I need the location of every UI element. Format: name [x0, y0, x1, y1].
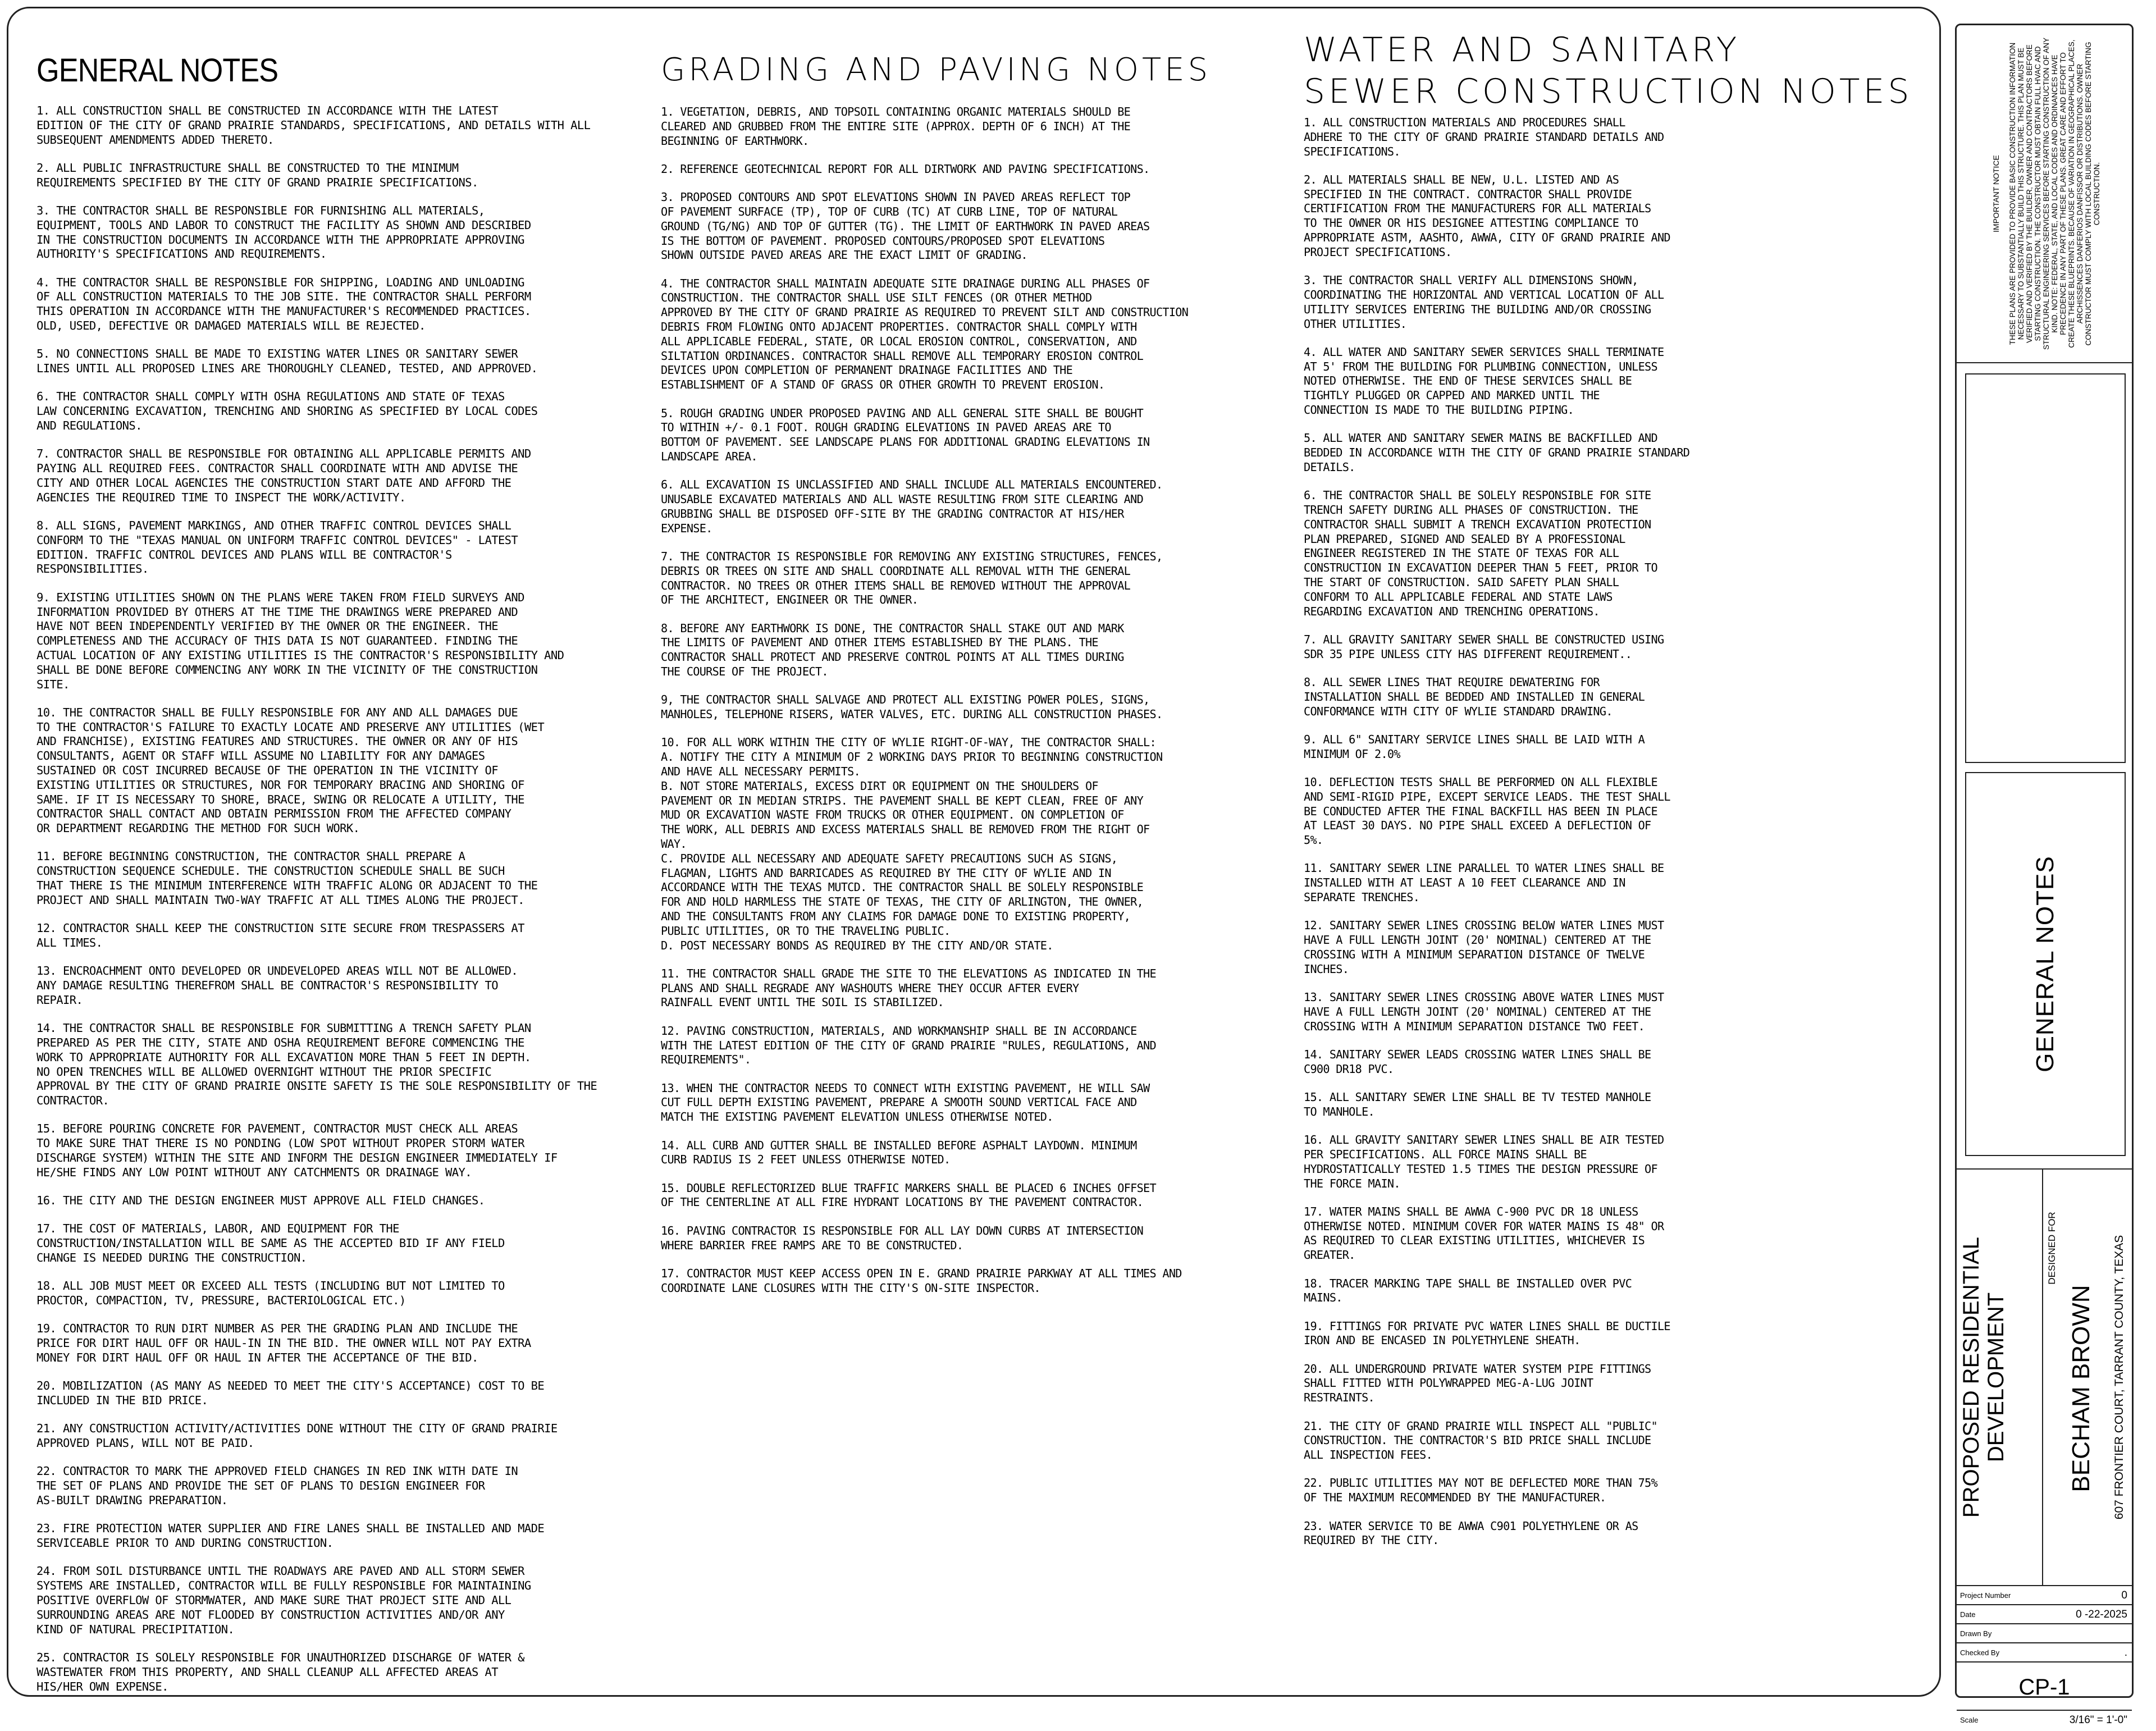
note-item: 6. ALL EXCAVATION IS UNCLASSIFIED AND SHALL INCLUDE ALL MATERIALS ENCOUNTERED. UNUSABLE EXCAVATED MATERIALS AND ALL WASTE RESULTING FROM SITE CLEARING AND GRUBBING SHALL BE DISPOSED OFF-SITE BY THE GRADING CONTRACTOR AT HIS/HER EXPENSE.	[661, 478, 1163, 535]
note-item: 23. WATER SERVICE TO BE AWWA C901 POLYETHYLENE OR AS REQUIRED BY THE CITY.	[1304, 1519, 1638, 1547]
note-item: 16. ALL GRAVITY SANITARY SEWER LINES SHALL BE AIR TESTED PER SPECIFICATIONS. ALL FORCE MAINS SHALL BE HYDROSTATICALLY TESTED 1.5 TIMES THE DESIGN PRESSURE OF THE FORCE MAIN.	[1304, 1133, 1664, 1190]
note-item: 12. CONTRACTOR SHALL KEEP THE CONSTRUCTION SITE SECURE FROM TRESPASSERS AT ALL TIMES.	[36, 921, 524, 949]
sheet-title-box	[1965, 772, 2126, 1156]
note-item: 8. ALL SEWER LINES THAT REQUIRE DEWATERING FOR INSTALLATION SHALL BE BEDDED AND INSTALLED IN GENERAL CONFORMANCE WITH CITY OF WYLIE STANDARD DRAWING.	[1304, 675, 1645, 718]
water-sewer-notes-title	[1304, 29, 1916, 112]
note-item: 7. CONTRACTOR SHALL BE RESPONSIBLE FOR OBTAINING ALL APPLICABLE PERMITS AND PAYING ALL REQUIRED FEES. CONTRACTOR SHALL COORDINATE WITH AND ADVISE THE CITY AND OTHER LOCAL AGENCIES THE CONSTRUCTION START DATE AND AFFORD THE AGENCIES THE REQUIRED TIME TO INSPECT THE WORK/ACTIVITY.	[36, 447, 531, 504]
note-item: 13. ENCROACHMENT ONTO DEVELOPED OR UNDEVELOPED AREAS WILL NOT BE ALLOWED. ANY DAMAGE RESULTING THEREFROM SHALL BE CONTRACTOR'S RESPONSIBILITY TO REPAIR.	[36, 964, 518, 1007]
important-notice-text	[1992, 36, 2101, 351]
project-number-value: 0	[2121, 1590, 2127, 1601]
note-item: 22. PUBLIC UTILITIES MAY NOT BE DEFLECTED MORE THAN 75% OF THE MAXIMUM RECOMMENDED BY THE MANUFACTURER.	[1304, 1476, 1657, 1505]
note-item: 4. ALL WATER AND SANITARY SEWER SERVICES SHALL TERMINATE AT 5' FROM THE BUILDING FOR PLUMBING CONNECTION, UNLESS NOTED OTHERWISE. THE END OF THESE SERVICES SHALL BE TIGHTLY PLUGGED OR CAPPED AND MARKED UNTIL THE CONNECTION IS MADE TO THE BUILDING PIPING.	[1304, 345, 1664, 417]
note-item: 13. WHEN THE CONTRACTOR NEEDS TO CONNECT WITH EXISTING PAVEMENT, HE WILL SAW CUT FULL DEPTH EXISTING PAVEMENT, PREPARE A SMOOTH SOUND VERTICAL FACE AND MATCH THE EXISTING PAVEMENT ELEVATION UNLESS OTHERWISE NOTED.	[661, 1081, 1150, 1124]
note-item: 5. ROUGH GRADING UNDER PROPOSED PAVING AND ALL GENERAL SITE SHALL BE BOUGHT TO WITHIN +/- 0.1 FOOT. ROUGH GRADING ELEVATIONS IN PAVED AREAS ARE TO BOTTOM OF PAVEMENT. SEE LANDSCAPE PLANS FOR ADDITIONAL GRADING ELEVATIONS IN LANDSCAPE AREA.	[661, 406, 1150, 463]
note-item: 17. WATER MAINS SHALL BE AWWA C-900 PVC DR 18 UNLESS OTHERWISE NOTED. MINIMUM COVER FOR WATER MAINS IS 48" OR AS REQUIRED TO CLEAR EXISTING UTILITIES, WHICHEVER IS GREATER.	[1304, 1204, 1664, 1262]
sheet-number: CP-1	[2018, 1675, 2070, 1700]
checked-by-value: .	[2124, 1647, 2127, 1659]
note-item: 12. SANITARY SEWER LINES CROSSING BELOW WATER LINES MUST HAVE A FULL LENGTH JOINT (20' NOMINAL) CENTERED AT THE CROSSING WITH A MINIMUM SEPARATION DISTANCE OF TWELVE INCHES.	[1304, 919, 1664, 976]
important-notice-box	[1957, 25, 2132, 363]
note-item: 25. CONTRACTOR IS SOLELY RESPONSIBLE FOR UNAUTHORIZED DISCHARGE OF WATER & WASTEWATER FROM THIS PROPERTY, AND SHALL CLEANUP ALL AFFECTED AREAS AT HIS/HER OWN EXPENSE.	[36, 1650, 524, 1693]
note-item: 19. CONTRACTOR TO RUN DIRT NUMBER AS PER THE GRADING PLAN AND INCLUDE THE PRICE FOR DIRT HAUL OFF OR HAUL-IN IN THE BID. THE OWNER WILL NOT PAY EXTRA MONEY FOR DIRT HAUL OFF OR HAUL IN AFTER THE ACCEPTANCE OF THE BID.	[36, 1322, 531, 1364]
note-item: 21. THE CITY OF GRAND PRAIRIE WILL INSPECT ALL "PUBLIC" CONSTRUCTION. THE CONTRACTOR'S BID PRICE SHALL INCLUDE ALL INSPECTION FEES.	[1304, 1419, 1657, 1462]
note-item: 13. SANITARY SEWER LINES CROSSING ABOVE WATER LINES MUST HAVE A FULL LENGTH JOINT (20' NOMINAL) CENTERED AT THE CROSSING WITH A MINIMUM SEPARATION DISTANCE TWO FEET.	[1304, 990, 1664, 1033]
water-sewer-title-line1: WATER AND SANITARY	[1304, 30, 1741, 70]
note-item: 10. THE CONTRACTOR SHALL BE FULLY RESPONSIBLE FOR ANY AND ALL DAMAGES DUE TO THE CONTRACTOR'S FAILURE TO EXACTLY LOCATE AND PRESERVE ANY UTILITIES (WET AND FRANCHISE), EXISTING FEATURES AND STRUCTURES. THE OWNER OR ANY OF HIS CONSULTANTS, AGENT OR STAFF WILL ASSUME NO LIABILITY FOR ANY DAMAGES SUSTAINED OR COST INCURRED BECAUSE OF THE OPERATION IN THE VICINITY OF EXISTING UTILITIES OR STRUCTURES, NOR FOR TEMPORARY BRACING AND SHORING OF SAME. IF IT IS NECESSARY TO SHORE, BRACE, SWING OR RELOCATE A UTILITY, THE CONTRACTOR SHALL CONTACT AND OBTAIN PERMISSION FROM THE AFFECTED COMPANY OR DEPARTMENT REGARDING THE METHOD FOR SUCH WORK.	[36, 705, 545, 835]
grading-paving-notes-column	[661, 52, 1267, 1309]
sheet-number-box	[1957, 1663, 2132, 1711]
note-item: 3. THE CONTRACTOR SHALL VERIFY ALL DIMENSIONS SHOWN, COORDINATING THE HORIZONTAL AND VERTICAL LOCATION OF ALL UTILITY SERVICES ENTERING THE BUILDING AND/OR CROSSING OTHER UTILITIES.	[1304, 273, 1664, 331]
note-item: 15. BEFORE POURING CONCRETE FOR PAVEMENT, CONTRACTOR MUST CHECK ALL AREAS TO MAKE SURE THAT THERE IS NO PONDING (LOW SPOT WITHOUT PROPER STORM WATER DISCHARGE SYSTEM) WITHIN THE SITE AND INFORM THE DESIGN ENGINEER IMMEDIATELY IF HE/SHE FINDS ANY LOW POINT WITHOUT ANY CATCHMENTS OR DRAINAGE WAY.	[36, 1122, 558, 1179]
client-name: BECHAM BROWN	[2067, 1285, 2095, 1492]
note-item: 1. VEGETATION, DEBRIS, AND TOPSOIL CONTAINING ORGANIC MATERIALS SHOULD BE CLEARED AND GRUBBED FROM THE ENTIRE SITE (APPROX. DEPTH OF 6 INCH) AT THE BEGINNING OF EARTHWORK.	[661, 105, 1131, 148]
note-item: 14. SANITARY SEWER LEADS CROSSING WATER LINES SHALL BE C900 DR18 PVC.	[1304, 1047, 1651, 1076]
title-block-rows	[1957, 1585, 2132, 1731]
scale-label: Scale	[1960, 1716, 1979, 1724]
note-item: 14. THE CONTRACTOR SHALL BE RESPONSIBLE FOR SUBMITTING A TRENCH SAFETY PLAN PREPARED AS PER THE CITY, STATE AND OSHA REQUIREMENT BEFORE COMMENCING THE WORK TO APPROPRIATE AUTHORITY FOR ALL EXCAVATION MORE THAN 5 FEET IN DEPTH. NO OPEN TRENCHES WILL BE ALLOWED OVERNIGHT WITHOUT THE PRIOR SPECIFIC APPROVAL BY THE CITY OF GRAND PRAIRIE ONSITE SAFETY IS THE SOLE RESPONSIBILITY OF THE CONTRACTOR.	[36, 1021, 597, 1108]
note-item: 20. MOBILIZATION (AS MANY AS NEEDED TO MEET THE CITY'S ACCEPTANCE) COST TO BE INCLUDED IN THE BID PRICE.	[36, 1379, 545, 1408]
water-sewer-notes-column	[1304, 29, 1916, 1562]
note-item: 20. ALL UNDERGROUND PRIVATE WATER SYSTEM PIPE FITTINGS SHALL FITTED WITH POLYWRAPPED MEG-A-LUG JOINT RESTRAINTS.	[1304, 1362, 1651, 1405]
project-address: 607 FRONTIER COURT, TARRANT COUNTY, TEXAS	[2113, 1235, 2126, 1520]
drawn-by-row	[1957, 1624, 2132, 1643]
note-item: 16. PAVING CONTRACTOR IS RESPONSIBLE FOR ALL LAY DOWN CURBS AT INTERSECTION WHERE BARRIER FREE RAMPS ARE TO BE CONSTRUCTED.	[661, 1223, 1144, 1252]
note-item: 10. FOR ALL WORK WITHIN THE CITY OF WYLIE RIGHT-OF-WAY, THE CONTRACTOR SHALL: A. NOTIFY THE CITY A MINIMUM OF 2 WORKING DAYS PRIOR TO BEGINNING CONSTRUCTION AND HAVE ALL NECESSARY PERMITS. B. NOT STORE MATERIALS, EXCESS DIRT OR EQUIPMENT ON THE SHOULDERS OF PAVEMENT OR IN MEDIAN STRIPS. THE PAVEMENT SHALL BE KEPT CLEAN, FREE OF ANY MUD OR EXCAVATION WASTE FROM TRUCKS OR OTHER EQUIPMENT. ON COMPLETION OF THE WORK, ALL DEBRIS AND EXCESS MATERIALS SHALL BE REMOVED FROM THE RIGHT OF WAY. C. PROVIDE ALL NECESSARY AND ADEQUATE SAFETY PRECAUTIONS SUCH AS SIGNS, FLAGMAN, LIGHTS AND BARRICADES AS REQUIRED BY THE CITY OF WYLIE AND IN ACCORDANCE WITH THE TEXAS MUTCD. THE CONTRACTOR SHALL BE SOLELY RESPONSIBLE FOR AND HOLD HARMLESS THE STATE OF TEXAS, THE CITY OF ARLINGTON, THE OWNER, AND THE CONSULTANTS FROM ANY CLAIMS FOR DAMAGE DONE TO EXISTING PROPERTY, PUBLIC UTILITIES, OR TO THE TRAVELING PUBLIC. D. POST NECESSARY BONDS AS REQUIRED BY THE CITY AND/OR STATE.	[661, 736, 1163, 952]
general-notes-list	[36, 104, 654, 1694]
note-item: 18. TRACER MARKING TAPE SHALL BE INSTALLED OVER PVC MAINS.	[1304, 1276, 1632, 1305]
note-item: 11. THE CONTRACTOR SHALL GRADE THE SITE TO THE ELEVATIONS AS INDICATED IN THE PLANS AND SHALL REGRADE ANY WASHOUTS WHERE THEY OCCUR AFTER EVERY RAINFALL EVENT UNTIL THE SOIL IS STABILIZED.	[661, 966, 1156, 1010]
checked-by-label: Checked By	[1960, 1648, 2000, 1657]
grading-paving-notes-title: GRADING AND PAVING NOTES	[661, 52, 1212, 88]
note-item: 12. PAVING CONSTRUCTION, MATERIALS, AND WORKMANSHIP SHALL BE IN ACCORDANCE WITH THE LATEST EDITION OF THE CITY OF GRAND PRAIRIE "RULES, REGULATIONS, AND REQUIREMENTS".	[661, 1024, 1156, 1067]
important-notice-title: IMPORTANT NOTICE	[1991, 155, 2000, 232]
note-item: 14. ALL CURB AND GUTTER SHALL BE INSTALLED BEFORE ASPHALT LAYDOWN. MINIMUM CURB RADIUS IS 2 FEET UNLESS OTHERWISE NOTED.	[661, 1138, 1137, 1167]
note-item: 6. THE CONTRACTOR SHALL COMPLY WITH OSHA REGULATIONS AND STATE OF TEXAS LAW CONCERNING EXCAVATION, TRENCHING AND SHORING AS SPECIFIED BY LOCAL CODES AND REGULATIONS.	[36, 390, 538, 433]
project-name-line2: DEVELOPMENT	[1984, 1292, 2008, 1463]
note-item: 3. PROPOSED CONTOURS AND SPOT ELEVATIONS SHOWN IN PAVED AREAS REFLECT TOP OF PAVEMENT SURFACE (TP), TOP OF CURB (TC) AT CURB LINE, TOP OF NATURAL GROUND (TG/NG) AND TOP OF GUTTER (TG). THE LIMIT OF EARTHWORK IN PAVED AREAS IS THE BOTTOM OF PAVEMENT. PROPOSED CONTOURS/PROPOSED SPOT ELEVATIONS SHOWN OUTSIDE PAVED AREAS ARE THE EXACT LIMIT OF GRADING.	[661, 190, 1150, 262]
note-item: 3. THE CONTRACTOR SHALL BE RESPONSIBLE FOR FURNISHING ALL MATERIALS, EQUIPMENT, TOOLS AND LABOR TO CONSTRUCT THE FACILITY AS SHOWN AND DESCRIBED IN THE CONSTRUCTION DOCUMENTS IN ACCORDANCE WITH THE APPROPRIATE APPROVING AUTHORITY'S SPECIFICATIONS AND REQUIREMENTS.	[36, 203, 531, 261]
grading-paving-notes-list	[661, 105, 1267, 1295]
note-item: 8. ALL SIGNS, PAVEMENT MARKINGS, AND OTHER TRAFFIC CONTROL DEVICES SHALL CONFORM TO THE "TEXAS MANUAL ON UNIFORM TRAFFIC CONTROL DEVICES" - LATEST EDITION. TRAFFIC CONTROL DEVICES AND PLANS WILL BE CONTRACTOR'S RESPONSIBILITIES.	[36, 519, 518, 576]
note-item: 2. ALL MATERIALS SHALL BE NEW, U.L. LISTED AND AS SPECIFIED IN THE CONTRACT. CONTRACTOR SHALL PROVIDE CERTIFICATION FROM THE MANUFACTURERS FOR ALL MATERIALS TO THE OWNER OR HIS DESIGNEE ATTESTING COMPLIANCE TO APPROPRIATE ASTM, AASHTO, AWWA, CITY OF GRAND PRAIRIE AND PROJECT SPECIFICATIONS.	[1304, 172, 1670, 259]
general-notes-column	[36, 52, 654, 1708]
project-number-label: Project Number	[1960, 1591, 2011, 1600]
project-name-line1: PROPOSED RESIDENTIAL	[1959, 1236, 1984, 1518]
general-notes-title: GENERAL NOTES	[36, 52, 278, 89]
note-item: 23. FIRE PROTECTION WATER SUPPLIER AND FIRE LANES SHALL BE INSTALLED AND MADE SERVICEABLE PRIOR TO AND DURING CONSTRUCTION.	[36, 1522, 545, 1550]
note-item: 2. ALL PUBLIC INFRASTRUCTURE SHALL BE CONSTRUCTED TO THE MINIMUM REQUIREMENTS SPECIFIED BY THE CITY OF GRAND PRAIRIE SPECIFICATIONS.	[36, 161, 478, 189]
scale-row	[1957, 1711, 2132, 1731]
important-notice-body: THESE PLANS ARE PROVIDED TO PROVIDE BASIC CONSTRUCTION INFORMATION NECESSARY TO SUBSTANTIALLY BUILD THIS STRUCTURE. THIS PLAN MUST BE VERIFIED AND VERIFIED BY THE BUILDER, OWNER AND CONTRACTORS BEFORE STARTING CONSTRUCTION. THE CONSTRUCTOR MUST OBTAIN FULL HVAC AND STRUCTURAL ENGINEERING SERVICES BEFORE STARTING CONSTRUCTION OF ANY KIND. NOTE: FEDERAL, STATE, AND LOCAL CODES AND ORDINANCES HAVE PRECEDENCE IN ANY PART OF THESE PLANS. GREAT CARE AND EFFORT TO CREATE THESE BLUEPRINTS. BECAUSE OF VARIATION IN GEOGRAPHICAL PLACES, ARCHISSENCES DANFERIOS DANFISSOR OR DISTRIBUTIONS. OWNER CONSTRUCTOR MUST COMPLY WITH LOCAL BUILDING CODES BEFORE STARTING CONSTRUCTION.	[2008, 37, 2101, 350]
project-name	[1959, 1237, 2008, 1518]
scale-value: 3/16" = 1'-0"	[2069, 1714, 2127, 1726]
drawn-by-label: Drawn By	[1960, 1629, 1992, 1638]
project-number-row	[1957, 1586, 2132, 1605]
checked-by-row	[1957, 1643, 2132, 1663]
note-item: 17. CONTRACTOR MUST KEEP ACCESS OPEN IN E. GRAND PRAIRIE PARKWAY AT ALL TIMES AND COORDINATE LANE CLOSURES WITH THE CITY'S ON-SITE INSPECTOR.	[661, 1266, 1182, 1295]
note-item: 22. CONTRACTOR TO MARK THE APPROVED FIELD CHANGES IN RED INK WITH DATE IN THE SET OF PLANS AND PROVIDE THE SET OF PLANS TO DESIGN ENGINEER FOR AS-BUILT DRAWING PREPARATION.	[36, 1464, 518, 1508]
date-value: 0 -22-2025	[2076, 1609, 2127, 1620]
note-item: 7. ALL GRAVITY SANITARY SEWER SHALL BE CONSTRUCTED USING SDR 35 PIPE UNLESS CITY HAS DIFFERENT REQUIREMENT..	[1304, 632, 1664, 661]
note-item: 11. BEFORE BEGINNING CONSTRUCTION, THE CONTRACTOR SHALL PREPARE A CONSTRUCTION SEQUENCE SCHEDULE. THE CONSTRUCTION SCHEDULE SHALL BE SUCH THAT THERE IS THE MINIMUM INTERFERENCE WITH TRAFFIC ALONG OR ADJACENT TO THE PROJECT AND SHALL MAINTAIN TWO-WAY TRAFFIC AT ALL TIMES ALONG THE PROJECT.	[36, 849, 538, 907]
note-item: 16. THE CITY AND THE DESIGN ENGINEER MUST APPROVE ALL FIELD CHANGES.	[36, 1194, 485, 1208]
note-item: 5. NO CONNECTIONS SHALL BE MADE TO EXISTING WATER LINES OR SANITARY SEWER LINES UNTIL ALL PROPOSED LINES ARE THOROUGHLY CLEANED, TESTED, AND APPROVED.	[36, 347, 538, 376]
note-item: 15. DOUBLE REFLECTORIZED BLUE TRAFFIC MARKERS SHALL BE PLACED 6 INCHES OFFSET OF THE CENTERLINE AT ALL FIRE HYDRANT LOCATIONS BY THE PAVEMENT CONTRACTOR.	[661, 1181, 1156, 1209]
date-label: Date	[1960, 1610, 1976, 1619]
note-item: 15. ALL SANITARY SEWER LINE SHALL BE TV TESTED MANHOLE TO MANHOLE.	[1304, 1090, 1651, 1118]
note-item: 10. DEFLECTION TESTS SHALL BE PERFORMED ON ALL FLEXIBLE AND SEMI-RIGID PIPE, EXCEPT SERVICE LEADS. THE TEST SHALL BE CONDUCTED AFTER THE FINAL BACKFILL HAS BEEN IN PLACE AT LEAST 30 DAYS. NO PIPE SHALL EXCEED A DEFLECTION OF 5%.	[1304, 775, 1670, 847]
note-item: 1. ALL CONSTRUCTION SHALL BE CONSTRUCTED IN ACCORDANCE WITH THE LATEST EDITION OF THE CITY OF GRAND PRAIRIE STANDARDS, SPECIFICATIONS, AND DETAILS WITH ALL SUBSEQUENT AMENDMENTS ADDED THERETO.	[36, 104, 591, 147]
title-block	[1955, 24, 2134, 1726]
note-item: 7. THE CONTRACTOR IS RESPONSIBLE FOR REMOVING ANY EXISTING STRUCTURES, FENCES, DEBRIS OR TREES ON SITE AND SHALL COORDINATE ALL REMOVAL WITH THE GENERAL CONTRACTOR. NO TREES OR OTHER ITEMS SHALL BE REMOVED WITHOUT THE APPROVAL OF THE ARCHITECT, ENGINEER OR THE OWNER.	[661, 549, 1163, 607]
note-item: 4. THE CONTRACTOR SHALL MAINTAIN ADEQUATE SITE DRAINAGE DURING ALL PHASES OF CONSTRUCTION. THE CONTRACTOR SHALL USE SILT FENCES (OR OTHER METHOD APPROVED BY THE CITY OF GRAND PRAIRIE AS REQUIRED TO PREVENT SILT AND CONSTRUCTION DEBRIS FROM FLOWING ONTO ADJACENT PROPERTIES. CONTRACTOR SHALL COMPLY WITH ALL APPLICABLE FEDERAL, STATE, OR LOCAL EROSION CONTROL, CONSERVATION, AND SILTATION ORDINANCES. CONTRACTOR SHALL REMOVE ALL TEMPORARY EROSION CONTROL DEVICES UPON COMPLETION OF PERMANENT DRAINAGE FACILITIES AND THE ESTABLISHMENT OF A STAND OF GRASS OR OTHER GROWTH TO PREVENT EROSION.	[661, 276, 1189, 392]
note-item: 21. ANY CONSTRUCTION ACTIVITY/ACTIVITIES DONE WITHOUT THE CITY OF GRAND PRAIRIE APPROVED PLANS, WILL NOT BE PAID.	[36, 1422, 558, 1450]
water-sewer-title-line2: SEWER CONSTRUCTION NOTES	[1304, 72, 1913, 111]
logo-stamp-box	[1965, 373, 2126, 763]
note-item: 9. ALL 6" SANITARY SERVICE LINES SHALL BE LAID WITH A MINIMUM OF 2.0%	[1304, 732, 1645, 761]
project-info-box	[1957, 1168, 2132, 1586]
note-item: 4. THE CONTRACTOR SHALL BE RESPONSIBLE FOR SHIPPING, LOADING AND UNLOADING OF ALL CONSTRUCTION MATERIALS TO THE JOB SITE. THE CONTRACTOR SHALL PERFORM THIS OPERATION IN ACCORDANCE WITH THE MANUFACTURER'S RECOMMENDED PRACTICES. OLD, USED, DEFECTIVE OR DAMAGED MATERIALS WILL BE REJECTED.	[36, 275, 531, 333]
note-item: 8. BEFORE ANY EARTHWORK IS DONE, THE CONTRACTOR SHALL STAKE OUT AND MARK THE LIMITS OF PAVEMENT AND OTHER ITEMS ESTABLISHED BY THE PLANS. THE CONTRACTOR SHALL PROTECT AND PRESERVE CONTROL POINTS AT ALL TIMES DURING THE COURSE OF THE PROJECT.	[661, 621, 1124, 678]
note-item: 19. FITTINGS FOR PRIVATE PVC WATER LINES SHALL BE DUCTILE IRON AND BE ENCASED IN POLYETHYLENE SHEATH.	[1304, 1319, 1670, 1348]
note-item: 18. ALL JOB MUST MEET OR EXCEED ALL TESTS (INCLUDING BUT NOT LIMITED TO PROCTOR, COMPACTION, TV, PRESSURE, BACTERIOLOGICAL ETC.)	[36, 1279, 505, 1308]
note-item: 2. REFERENCE GEOTECHNICAL REPORT FOR ALL DIRTWORK AND PAVING SPECIFICATIONS.	[661, 162, 1150, 176]
note-item: 24. FROM SOIL DISTURBANCE UNTIL THE ROADWAYS ARE PAVED AND ALL STORM SEWER SYSTEMS ARE INSTALLED, CONTRACTOR WILL BE FULLY RESPONSIBLE FOR MAINTAINING POSITIVE OVERFLOW OF STORMWATER, AND MAKE SURE THAT PROJECT SITE AND ALL SURROUNDING AREAS ARE NOT FLOODED BY CONSTRUCTION ACTIVITIES AND/OR ANY KIND OF NATURAL PRECIPITATION.	[36, 1564, 531, 1636]
note-item: 9. EXISTING UTILITIES SHOWN ON THE PLANS WERE TAKEN FROM FIELD SURVEYS AND INFORMATION PROVIDED BY OTHERS AT THE TIME THE DRAWINGS WERE PREPARED AND HAVE NOT BEEN INDEPENDENTLY VERIFIED BY THE OWNER OR THE ENGINEER. THE COMPLETENESS AND THE ACCURACY OF THIS DATA IS NOT GUARANTEED. FINDING THE ACTUAL LOCATION OF ANY EXISTING UTILITIES IS THE CONTRACTOR'S RESPONSIBILITY AND SHALL BE DONE BEFORE COMMENCING ANY WORK IN THE VICINITY OF THE CONSTRUCTION SITE.	[36, 590, 564, 691]
note-item: 1. ALL CONSTRUCTION MATERIALS AND PROCEDURES SHALL ADHERE TO THE CITY OF GRAND PRAIRIE STANDARD DETAILS AND SPECIFICATIONS.	[1304, 116, 1664, 158]
note-item: 9, THE CONTRACTOR SHALL SALVAGE AND PROTECT ALL EXISTING POWER POLES, SIGNS, MANHOLES, TELEPHONE RISERS, WATER VALVES, ETC. DURING ALL CONSTRUCTION PHASES.	[661, 693, 1163, 721]
note-item: 11. SANITARY SEWER LINE PARALLEL TO WATER LINES SHALL BE INSTALLED WITH AT LEAST A 10 FEET CLEARANCE AND IN SEPARATE TRENCHES.	[1304, 861, 1664, 905]
note-item: 5. ALL WATER AND SANITARY SEWER MAINS BE BACKFILLED AND BEDDED IN ACCORDANCE WITH THE CITY OF GRAND PRAIRIE STANDARD DETAILS.	[1304, 431, 1690, 474]
designed-for-label: DESIGNED FOR	[2047, 1212, 2057, 1285]
project-divider	[2042, 1170, 2043, 1586]
date-row	[1957, 1605, 2132, 1624]
note-item: 6. THE CONTRACTOR SHALL BE SOLELY RESPONSIBLE FOR SITE TRENCH SAFETY DURING ALL PHASES OF CONSTRUCTION. THE CONTRACTOR SHALL SUBMIT A TRENCH EXCAVATION PROTECTION PLAN PREPARED, SIGNED AND SEALED BY A PROFESSIONAL ENGINEER REGISTERED IN THE STATE OF TEXAS FOR ALL CONSTRUCTION IN EXCAVATION DEEPER THAN 5 FEET, PRIOR TO THE START OF CONSTRUCTION. SAID SAFETY PLAN SHALL CONFORM TO ALL APPLICABLE FEDERAL AND STATE LAWS REGARDING EXCAVATION AND TRENCHING OPERATIONS.	[1304, 488, 1657, 618]
water-sewer-notes-list	[1304, 116, 1916, 1548]
sheet-title: GENERAL NOTES	[2031, 856, 2059, 1072]
note-item: 17. THE COST OF MATERIALS, LABOR, AND EQUIPMENT FOR THE CONSTRUCTION/INSTALLATION WILL BE SAME AS THE ACCEPTED BID IF ANY FIELD CHANGE IS NEEDED DURING THE CONSTRUCTION.	[36, 1222, 505, 1264]
